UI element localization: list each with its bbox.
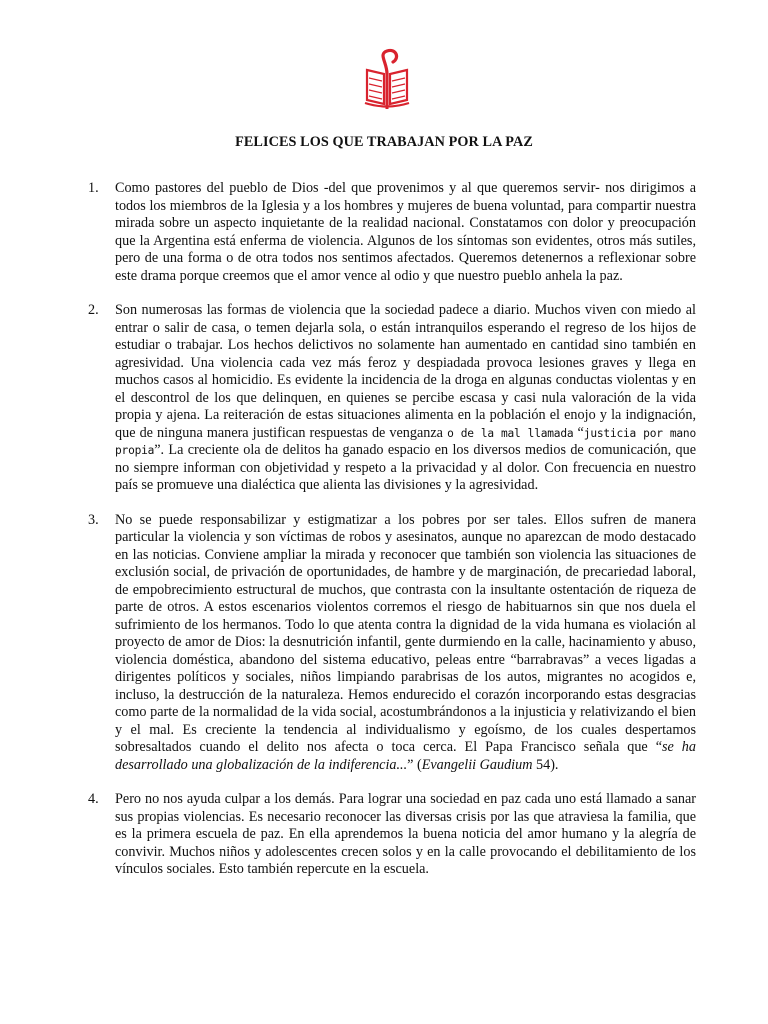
item-text-part: 54).	[532, 756, 559, 773]
item-text-part: “	[573, 424, 584, 441]
episcopal-conference-logo-icon	[360, 48, 414, 110]
item-number: 3.	[88, 511, 99, 528]
item-text: Pero no nos ayuda culpar a los demás. Para lograr una sociedad en paz cada uno está llamado a sanar sus propias violencias. Es necesario reconocer las diversas crisis por las que atraviesa la familia, que es la primera escuela de paz. En ella aprendemos la buena noticia del amor humano y la alegría de convivir. Muchos niños y adolescentes crecen solos y en la calle provocando el debilitamiento de los vínculos sociales. Esto también repercute en la escuela.	[115, 791, 696, 877]
item-text: Como pastores del pueblo de Dios -del que provenimos y al que queremos servir- nos dirigimos a todos los miembros de la Iglesia y a los hombres y mujeres de buena voluntad, para compartir nuestra mirada sobre un aspecto inquietante de la realidad nacional. Constatamos con dolor y preocupación que la Argentina está enferma de violencia. Algunos de los síntomas son evidentes, otros más sutiles, pero de una forma o de otra todos nos sentimos afectados. Queremos detenernos a reflexionar sobre este drama porque creemos que el amor vence al odio y que nuestro pueblo anhela la paz.	[115, 180, 696, 284]
list-item	[88, 791, 696, 879]
item-text	[115, 512, 696, 775]
list-item	[88, 512, 696, 775]
item-text-quote: se ha desarrollado una globalización de la indiferencia...	[115, 739, 696, 773]
item-text-part: Son numerosas las formas de violencia que la sociedad padece a diario. Muchos viven con miedo al entrar o salir de casa, o temen dejarla sola, o están intranquilos esperando el regreso de los hijos de estudiar o trabajar. Los hechos delictivos no solamente han aumentado en cantidad sino también en agresividad. Una violencia cada vez más feroz y despiadada provoca lesiones graves y llega en muchos casos al homicidio. Es evidente la incidencia de la droga en algunas conductas violentas y en el descontrol de los que delinquen, en quienes se percibe escasa y casi nula valoración de la vida propia y ajena. La reiteración de estas situaciones alimenta en la población el enojo y la indignación, que de ninguna manera justifican respuestas de venganza	[115, 302, 696, 441]
item-text-typewriter-part: o de la mal llamada	[447, 426, 574, 440]
item-text-part: ”. La creciente ola de delitos ha ganado espacio en los diversos medios de comunicación, que no siempre informan con objetividad y respeto a la privacidad y al dolor. Con frecuencia en nuestro país se promueve una dialéctica que alienta las divisiones y la agresividad.	[115, 442, 696, 493]
document-title: FELICES LOS QUE TRABAJAN POR LA PAZ	[235, 134, 533, 150]
item-number: 1.	[88, 180, 99, 196]
item-text	[115, 302, 696, 495]
list-item	[88, 302, 696, 495]
list-item	[88, 180, 696, 285]
item-text-part: ” (	[407, 756, 422, 773]
item-number: 4.	[88, 791, 99, 807]
item-text-part: No se puede responsabilizar y estigmatizar a los pobres por ser tales. Ellos sufren de manera particular la violencia y son víctimas de robos y asesinatos, aunque no aparezcan de modo destacado en las noticias. Conviene ampliar la mirada y reconocer que también son violencia las situaciones de exclusión social, de privación de oportunidades, de hambre y de marginación, de precariedad laboral, de empobrecimiento estructural de muchos, que contrasta con la insultante ostentación de riqueza de parte de otros. A estos escenarios violentos corremos el riesgo de habituarnos sin que nos duela el sufrimiento de los hermanos. Todo lo que atenta contra la dignidad de la vida humana es violación al proyecto de amor de Dios: la desnutrición infantil, gente durmiendo en la calle, hacinamiento y abuso, violencia doméstica, abandono del sistema educativo, peleas entre “barrabravas” a veces ligadas a dirigentes políticos y sociales, niños limpiando parabrisas de los autos, migrantes no acogidos e, incluso, la destrucción de la naturaleza. Hemos endurecido el corazón incorporando estas desgracias como parte de la normalidad de la vida social, acostumbrándonos a la injusticia y relativizando el bien y el mal. Es creciente la tendencia al individualismo y egoísmo, de los cuales despertamos sobresaltados cuando el delito nos afecta o toca cerca. El Papa Francisco señala que “	[115, 511, 696, 755]
item-number: 2.	[88, 302, 99, 318]
item-text-typewriter-part: justicia por mano propia	[115, 426, 696, 457]
numbered-list	[88, 180, 696, 896]
item-text-citation: Evangelii Gaudium	[421, 756, 533, 773]
